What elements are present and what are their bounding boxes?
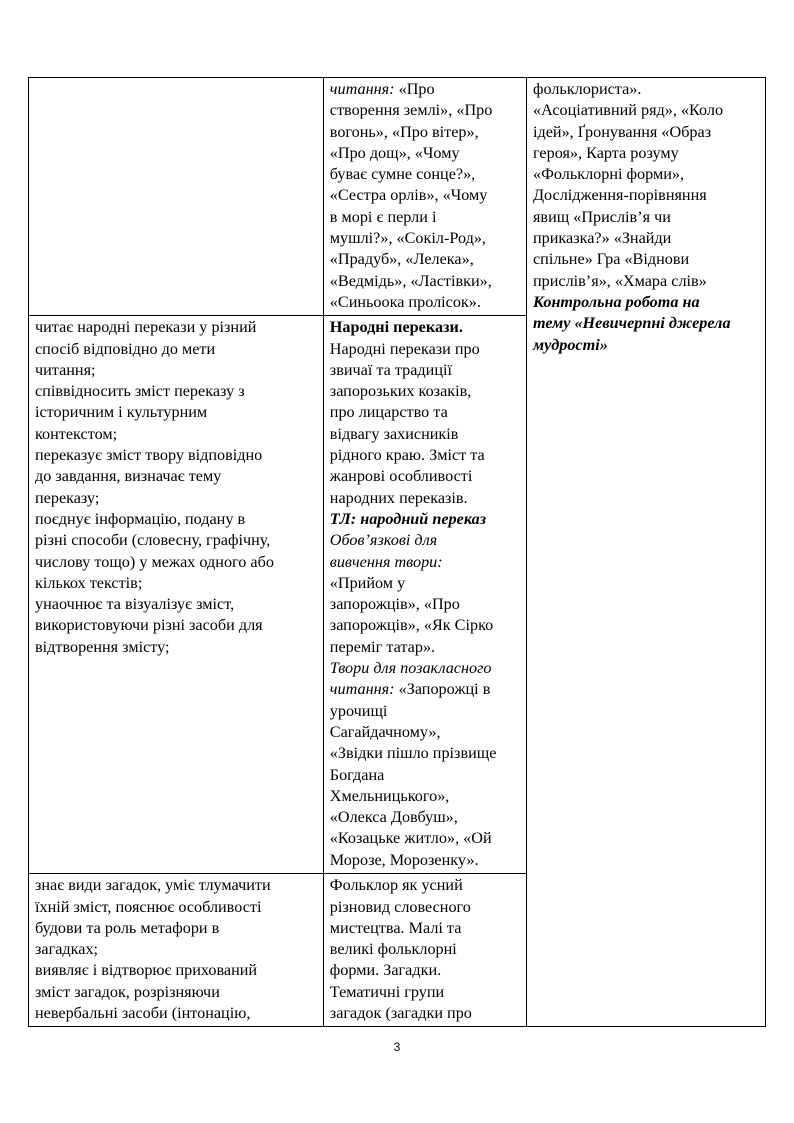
text-line: спосіб відповідно до мети (35, 339, 216, 358)
curriculum-table (28, 77, 766, 1027)
row3-outcomes-cell (29, 874, 324, 1027)
text-line (330, 249, 520, 270)
text-line: знає види загадок, уміє тлумачити (35, 876, 271, 895)
text-line: звичаї та традиції (329, 360, 452, 379)
text-line: прислів’я», «Хмара слів» (532, 271, 707, 290)
text-line: переказує зміст твору відповідно (35, 446, 263, 465)
text-segment: «Сестра орлів», «Чому (329, 186, 488, 205)
text-line: запорожців», «Як Сірко (329, 616, 494, 635)
text-line: «Козацьке житло», «Ой (329, 829, 492, 848)
text-line (330, 100, 520, 121)
text-line: різновид словесного (329, 897, 471, 916)
text-line: «Фольклорні форми», (532, 165, 685, 184)
text-line: жанрові особливості (329, 467, 473, 486)
text-line: рідного краю. Зміст та (329, 446, 485, 465)
text-segment: «Про дощ», «Чому (329, 143, 460, 162)
text-line: їхній зміст, пояснює особливості (35, 897, 262, 916)
text-line: Народні перекази. (329, 318, 463, 337)
text-line (330, 228, 520, 249)
text-line: виявляє і відтворює прихований (35, 961, 258, 980)
text-line: різні способи (словесну, графічну, (35, 531, 271, 550)
text-line: «Олекса Довбуш», (329, 808, 458, 827)
text-line: числову тощо) у межах одного або (35, 552, 274, 571)
text-segment: буває сумне сонце?», (329, 165, 476, 184)
text-line: Хмельницького», (329, 786, 450, 805)
text-line: спільне» Гра «Віднови (532, 250, 690, 269)
text-segment: вогонь», «Про вітер», (329, 122, 479, 141)
text-segment: «Ведмідь», «Ластівки», (329, 271, 492, 290)
text-line: вивчення твори: (329, 552, 443, 571)
text-line (330, 122, 520, 143)
text-line: до завдання, визначає тему (35, 467, 222, 486)
text-line: загадок (загадки про (329, 1004, 472, 1023)
text-line: запорозьких козаків, (329, 382, 472, 401)
text-segment: створення землі», «Про (329, 101, 493, 120)
text-line: Контрольна робота на (532, 292, 700, 311)
text-segment: в морі є перли і (329, 207, 437, 226)
text-line: читання; (35, 360, 96, 379)
text-line: кількох текстів; (35, 573, 143, 592)
italic-label: читання: (329, 80, 395, 98)
text-line: співвідносить зміст переказу з (35, 382, 245, 401)
text-line: «Звідки пішло прізвище (329, 744, 497, 763)
text-line (330, 292, 520, 313)
text-line: Народні перекази про (329, 339, 480, 358)
text-line: Богдана (329, 765, 385, 784)
text-line: контекстом; (35, 424, 118, 443)
text-line: явищ «Прислів’я чи (532, 207, 671, 226)
text-line (330, 143, 520, 164)
text-line: «Прийом у (329, 573, 406, 592)
page-number: 3 (393, 1040, 401, 1054)
text-line: народних переказів. (329, 488, 468, 507)
text-line: запорожців», «Про (329, 595, 460, 614)
text-line: фольклориста». (532, 80, 642, 98)
text-line: великі фольклорні (329, 940, 457, 959)
text-line: тему «Невичерпні джерела (532, 314, 731, 333)
text-line: ТЛ: народний переказ (329, 509, 487, 528)
text-line: Морозе, Морозенку». (329, 850, 479, 869)
text-segment: мушлі?», «Сокіл-Род», (329, 229, 486, 248)
text-line: загадках; (35, 940, 99, 959)
text-line: зміст загадок, розрізняючи (35, 982, 220, 1001)
text-line: ідей», Ґронування «Образ (532, 122, 712, 141)
text-line (330, 679, 520, 700)
text-line: унаочнює та візуалізує зміст, (35, 595, 235, 614)
text-segment: «Про (394, 80, 435, 98)
row2-outcomes-cell (29, 316, 324, 874)
activities-cell (526, 78, 765, 1027)
text-line (330, 185, 520, 206)
text-line (330, 79, 520, 100)
row3-content-cell (323, 874, 526, 1027)
text-line (330, 271, 520, 292)
text-line: мудрості» (532, 335, 608, 354)
text-line: Фольклор як усний (329, 876, 463, 895)
text-line: приказка?» «Знайди (532, 229, 672, 248)
text-line: використовуючи різні засоби для (35, 616, 263, 635)
row1-outcomes-cell (29, 78, 324, 316)
table-row (29, 78, 766, 316)
text-line: історичним і культурним (35, 403, 208, 422)
text-line: урочищі (329, 701, 388, 720)
text-line: Твори для позакласного (329, 659, 492, 678)
row2-content-cell (323, 316, 526, 874)
text-line: відвагу захисників (329, 424, 459, 443)
text-line: про лицарство та (329, 403, 448, 422)
text-line: Тематичні групи (329, 982, 445, 1001)
text-line: будови та роль метафори в (35, 918, 220, 937)
text-line: невербальні засоби (інтонацію, (35, 1004, 251, 1023)
text-segment: «Запорожці в (394, 680, 491, 699)
italic-label: читання: (329, 680, 395, 699)
text-line: «Асоціативний ряд», «Коло (532, 101, 724, 120)
text-line: мистецтва. Малі та (329, 918, 462, 937)
text-line (330, 207, 520, 228)
text-line: переміг татар». (329, 637, 436, 656)
text-line (330, 164, 520, 185)
text-segment: «Прадуб», «Лелека», (329, 250, 474, 269)
text-line: відтворення змісту; (35, 637, 170, 656)
text-line: форми. Загадки. (329, 961, 442, 980)
text-segment: «Синьоока пролісок». (329, 292, 481, 311)
row1-content-cell (323, 78, 526, 316)
text-line: поєднує інформацію, подану в (35, 509, 246, 528)
text-line: Обов’язкові для (329, 531, 438, 550)
text-line: героя», Карта розуму (532, 143, 679, 162)
text-line: Сагайдачному», (329, 722, 441, 741)
text-line: переказу; (35, 488, 100, 507)
text-line: читає народні перекази у різний (35, 318, 257, 337)
text-line: Дослідження-порівняння (532, 186, 707, 205)
